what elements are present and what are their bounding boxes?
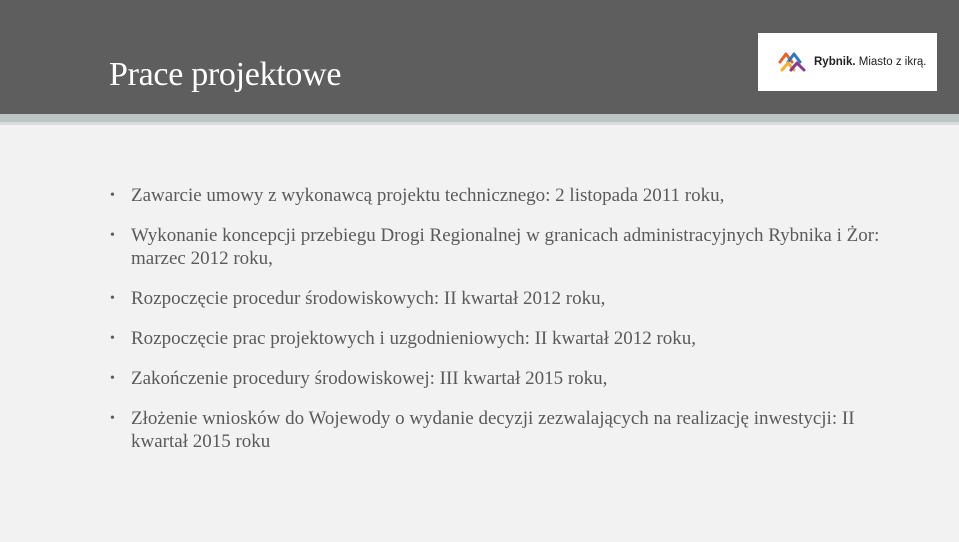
bullet-text: Wykonanie koncepcji przebiegu Drogi Regionalnej w granicach administracyjnych Rybnika i Żor: marzec 2012 roku, — [131, 225, 880, 269]
logo-name: Rybnik. — [814, 56, 856, 68]
bullet-item — [110, 327, 910, 350]
logo-text — [814, 56, 927, 68]
slide-title: Prace projektowe — [109, 56, 342, 93]
bullet-icon: • — [110, 411, 115, 426]
bullet-item — [110, 184, 910, 207]
bullet-list — [110, 184, 910, 470]
bullet-text: Zawarcie umowy z wykonawcą projektu technicznego: 2 listopada 2011 roku, — [131, 185, 725, 206]
bullet-icon: • — [110, 331, 115, 346]
bullet-icon: • — [110, 188, 115, 203]
bullet-item — [110, 224, 910, 270]
bullet-text: Rozpoczęcie procedur środowiskowych: II kwartał 2012 roku, — [131, 288, 606, 309]
bullet-icon: • — [110, 228, 115, 243]
header-accent-line-thin — [0, 122, 959, 125]
bullet-icon: • — [110, 291, 115, 306]
bullet-item — [110, 367, 910, 390]
bullet-item — [110, 287, 910, 310]
logo-tagline: Miasto z ikrą. — [858, 56, 927, 68]
header-accent-line — [0, 114, 959, 122]
bullet-item — [110, 407, 910, 453]
bullet-text: Zakończenie procedury środowiskowej: III kwartał 2015 roku, — [131, 368, 608, 389]
rybnik-logo-mark-icon — [778, 50, 808, 74]
bullet-text: Złożenie wniosków do Wojewody o wydanie decyzji zezwalających na realizację inwestycji: II kwartał 2015 roku — [131, 408, 855, 452]
bullet-icon: • — [110, 371, 115, 386]
bullet-text: Rozpoczęcie prac projektowych i uzgodnieniowych: II kwartał 2012 roku, — [131, 328, 697, 349]
rybnik-logo — [758, 33, 937, 91]
